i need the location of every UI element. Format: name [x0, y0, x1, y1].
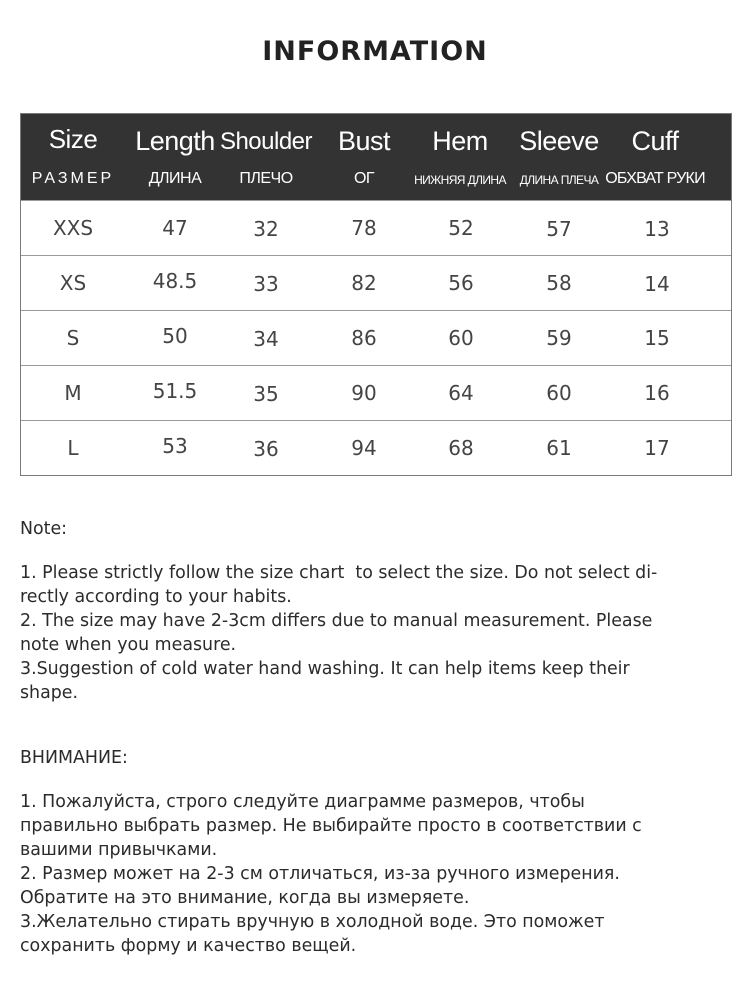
table-cell: 78: [351, 216, 377, 240]
header-length-ru: ДЛИНА: [148, 170, 202, 187]
header-bust-en: Bust: [337, 126, 391, 156]
table-cell: M: [64, 381, 82, 405]
table-row: [21, 255, 731, 310]
table-row: [21, 200, 731, 255]
note-en-line: note when you measure.: [20, 635, 237, 655]
table-cell: 36: [253, 437, 279, 461]
note-en-line: rectly according to your habits.: [20, 587, 292, 607]
header-sleeve-en: Sleeve: [519, 126, 599, 156]
table-cell: 13: [644, 217, 670, 241]
table-cell: 64: [448, 381, 474, 405]
table-cell: 51.5: [152, 379, 198, 403]
header-hem: [409, 114, 511, 200]
table-cell: 33: [253, 272, 279, 296]
header-length: [125, 114, 225, 200]
note-ru-line: 1. Пожалуйста, строго следуйте диаграмме размеров, чтобы: [20, 792, 585, 812]
table-cell: 35: [253, 382, 279, 406]
header-hem-ru: НИЖНЯЯ ДЛИНА: [414, 173, 506, 187]
table-cell: 15: [644, 326, 670, 350]
header-cuff-en: Cuff: [631, 126, 679, 156]
table-cell: 50: [162, 324, 188, 348]
table-cell: 61: [546, 436, 572, 460]
table-cell: 90: [351, 381, 377, 405]
table-cell: 57: [546, 217, 572, 241]
header-size-ru: РАЗМЕР: [31, 170, 115, 187]
table-cell: 94: [351, 436, 377, 460]
size-chart-table: [20, 113, 732, 476]
table-cell: 47: [162, 216, 188, 240]
table-cell: 86: [351, 326, 377, 350]
page-title: INFORMATION: [262, 36, 488, 67]
table-cell: S: [66, 326, 80, 350]
table-cell: 32: [253, 217, 279, 241]
note-ru-section: [20, 746, 732, 958]
header-cuff-ru: ОБХВАТ РУКИ: [605, 170, 705, 187]
table-row: [21, 365, 731, 420]
note-ru-line: 3.Желательно стирать вручную в холодной воде. Это поможет: [20, 912, 605, 932]
header-hem-en: Hem: [432, 126, 488, 156]
table-row: [21, 420, 731, 475]
header-shoulder: [219, 114, 313, 200]
table-cell: 53: [162, 434, 188, 458]
table-cell: 59: [546, 326, 572, 350]
note-ru-line: сохранить форму и качество вещей.: [20, 936, 357, 956]
table-cell: 52: [448, 216, 474, 240]
note-ru-line: правильно выбрать размер. Не выбирайте просто в соответствии с: [20, 816, 642, 836]
table-cell: 82: [351, 271, 377, 295]
table-cell: 58: [546, 271, 572, 295]
table-cell: L: [67, 436, 79, 460]
table-cell: 48.5: [152, 269, 198, 293]
header-sleeve-ru: ДЛИНА ПЛЕЧА: [519, 173, 599, 187]
table-cell: 56: [448, 271, 474, 295]
table-cell: 68: [448, 436, 474, 460]
header-cuff: [605, 114, 705, 200]
table-cell: XS: [59, 271, 87, 295]
table-row: [21, 310, 731, 365]
note-en-line: 2. The size may have 2-3cm differs due to manual measurement. Please: [20, 611, 653, 631]
note-ru-heading: ВНИМАНИЕ:: [20, 748, 128, 768]
header-size-en: Size: [48, 124, 98, 154]
note-en-line: 3.Suggestion of cold water hand washing. It can help items keep their: [20, 659, 630, 679]
table-cell: 34: [253, 327, 279, 351]
note-ru-line: вашими привычками.: [20, 840, 218, 860]
note-en-line: shape.: [20, 683, 79, 703]
note-en-heading: Note:: [20, 519, 68, 539]
header-sleeve: [517, 114, 601, 200]
note-en-line: 1. Please strictly follow the size chart to select the size. Do not select di-: [20, 563, 658, 583]
note-ru-line: Обратите на это внимание, когда вы измеряете.: [20, 888, 470, 908]
table-cell: 17: [644, 436, 670, 460]
note-en-section: [20, 517, 732, 705]
note-ru-line: 2. Размер может на 2-3 см отличаться, из-за ручного измерения.: [20, 864, 620, 884]
header-bust-ru: ОГ: [353, 170, 375, 187]
table-cell: 60: [448, 326, 474, 350]
header-shoulder-en: Shoulder: [219, 128, 313, 155]
header-size: [21, 114, 125, 200]
header-length-en: Length: [135, 126, 215, 156]
header-shoulder-ru: ПЛЕЧО: [239, 170, 293, 187]
table-cell: 16: [644, 381, 670, 405]
table-cell: 14: [644, 272, 670, 296]
table-cell: XXS: [52, 216, 94, 240]
table-header: [21, 114, 731, 200]
table-cell: 60: [546, 381, 572, 405]
header-bust: [319, 114, 409, 200]
